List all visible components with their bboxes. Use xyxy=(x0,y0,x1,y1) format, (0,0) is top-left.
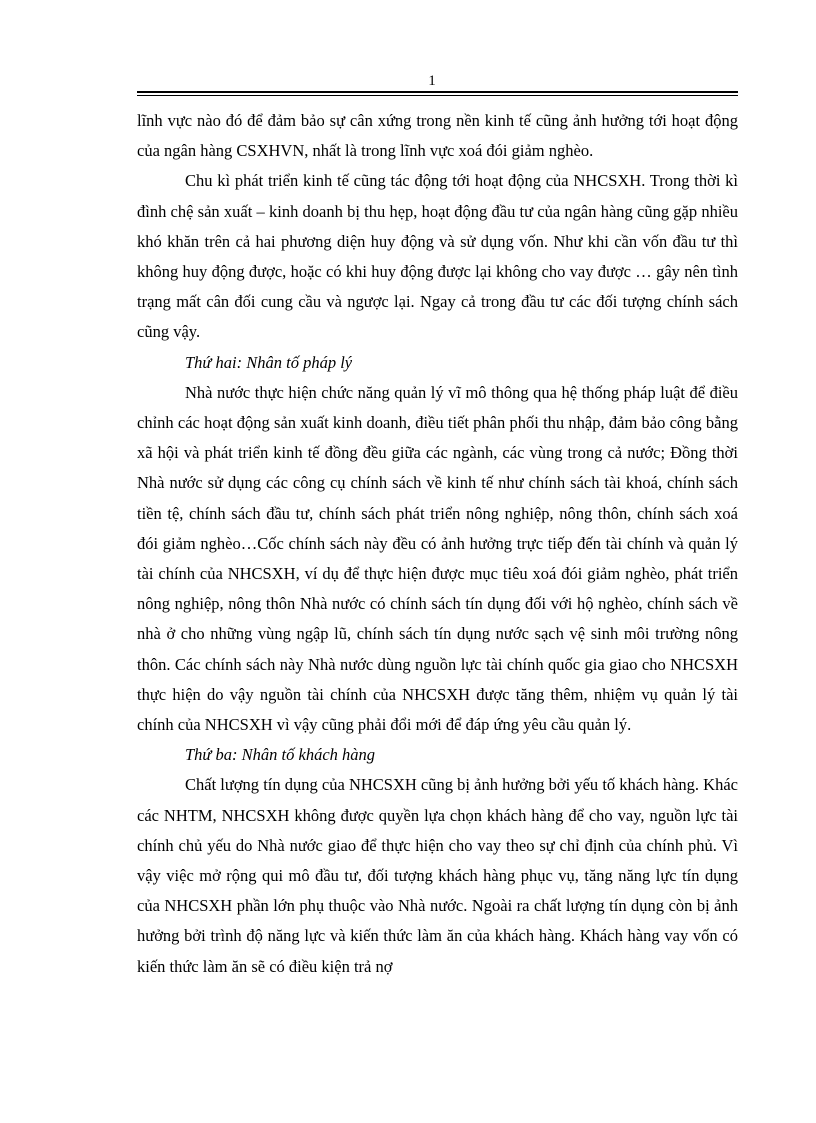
page-number: 1 xyxy=(428,73,436,89)
heading-legal-factor: Thứ hai: Nhân tố pháp lý xyxy=(185,352,353,372)
paragraph-continuation: lĩnh vực nào đó để đảm bảo sự cân xứng trong nền kinh tế cũng ảnh hưởng tới hoạt động của ngân hàng CSXHVN, nhất là trong lĩnh vực xoá đói giảm nghèo. xyxy=(137,111,738,161)
document-body xyxy=(137,106,738,982)
paragraph-legal-factor: Nhà nước thực hiện chức năng quản lý vĩ mô thông qua hệ thống pháp luật để điều chỉnh các hoạt động sản xuất kinh doanh, điều tiết phân phối thu nhập, đảm bảo công bằng xã hội và phát triển kinh tế đồng đều giữa các ngành, các vùng trong cả nước; Đồng thời Nhà nước sử dụng các công cụ chính sách về kinh tế như chính sách tài khoá, chính sách tiền tệ, chính sách đầu tư, chính sách phát triển nông nghiệp, nông thôn, chính sách xoá đói giảm nghèo…Cốc chính sách này đều có ảnh hưởng trực tiếp đến tài chính và quản lý tài chính của NHCSXH, ví dụ để thực hiện được mục tiêu xoá đói giảm nghèo, phát triển nông nghiệp, nông thôn Nhà nước có chính sách tín dụng đối với hộ nghèo, chính sách về nhà ở cho những vùng ngập lũ, chính sách tín dụng nước sạch vệ sinh môi trường nông thôn. Các chính sách này Nhà nước dùng nguồn lực tài chính quốc gia giao cho NHCSXH thực hiện do vậy nguồn tài chính của NHCSXH được tăng thêm, nhiệm vụ quản lý tài chính của NHCSXH vì vậy cũng phải đổi mới để đáp ứng yêu cầu quản lý. xyxy=(137,382,738,735)
heading-customer-factor: Thứ ba: Nhân tố khách hàng xyxy=(185,745,376,765)
paragraph-customer-factor: Chất lượng tín dụng của NHCSXH cũng bị ảnh hưởng bởi yếu tố khách hàng. Khác các NHTM, NHCSXH không được quyền lựa chọn khách hàng để cho vay, nguồn lực tài chính chủ yếu do Nhà nước giao để thực hiện cho vay theo sự chỉ định của chính phủ. Vì vậy việc mở rộng qui mô đầu tư, đối tượng khách hàng phục vụ, tăng năng lực tín dụng của NHCSXH phần lớn phụ thuộc vào Nhà nước. Ngoài ra chất lượng tín dụng còn bị ảnh hưởng bởi trình độ năng lực và kiến thức làm ăn của khách hàng. Khách hàng vay vốn có kiến thức làm ăn sẽ có điều kiện trả nợ xyxy=(137,775,738,976)
paragraph-economic-cycle: Chu kì phát triển kinh tế cũng tác động tới hoạt động của NHCSXH. Trong thời kì đình chệ sản xuất – kinh doanh bị thu hẹp, hoạt động đầu tư của ngân hàng cũng gặp nhiều khó khăn trên cả hai phương diện huy động và sử dụng vốn. Như khi cần vốn đầu tư thì không huy động được, hoặc có khi huy động được lại không cho vay được … gây nên tình trạng mất cân đối cung cầu và ngược lại. Ngay cả trong đầu tư các đối tượng chính sách cũng vậy. xyxy=(137,171,738,342)
header-rule xyxy=(137,91,738,96)
